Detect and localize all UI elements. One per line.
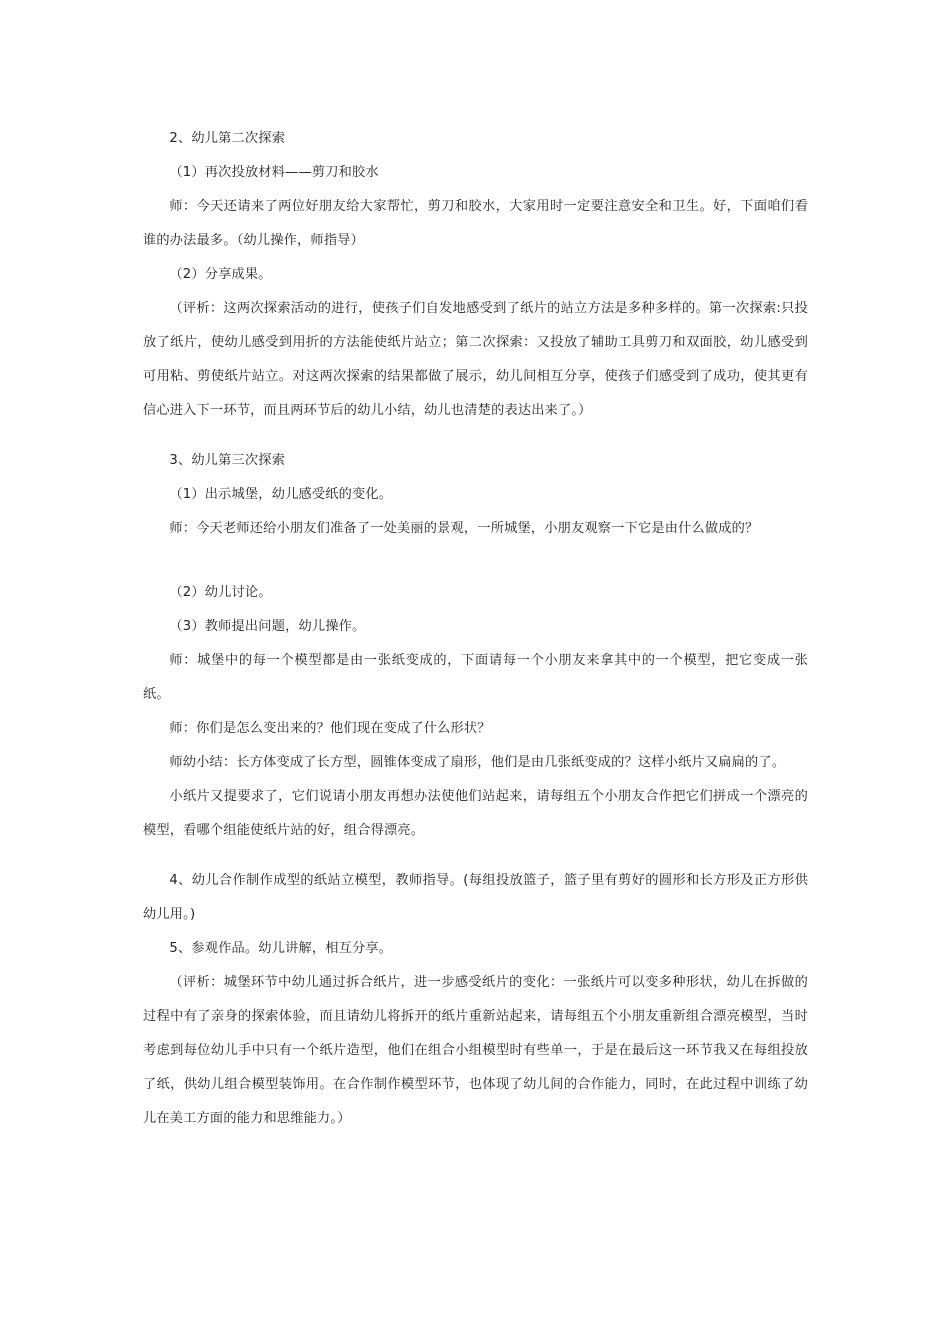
paragraph: 师幼小结：长方体变成了长方型，圆锥体变成了扇形，他们是由几张纸变成的？这样小纸片又扁扁的了。: [169, 755, 786, 770]
paragraph: （3）教师提出问题，幼儿操作。: [169, 619, 366, 634]
section-heading-4: 4、幼儿合作制作成型的纸站立模型，教师指导。(每组投放篮子，篮子里有剪好的圆形和长方形及正方形供幼儿用。): [143, 873, 808, 922]
paragraph: （2）分享成果。: [169, 267, 272, 282]
spacer: [143, 546, 808, 576]
section-heading-3: 3、幼儿第三次探索: [169, 453, 286, 468]
spacer: [143, 848, 808, 864]
paragraph: 小纸片又提要求了，它们说请小朋友再想办法使他们站起来，请每组五个小朋友合作把它们拼成一个漂亮的模型，看哪个组能使纸片站的好，组合得漂亮。: [143, 789, 808, 838]
paragraph: （1）再次投放材料——剪刀和胶水: [169, 165, 379, 180]
paragraph: 师：今天还请来了两位好朋友给大家帮忙，剪刀和胶水，大家用时一定要注意安全和卫生。好，下面咱们看谁的办法最多。（幼儿操作，师指导）: [143, 199, 808, 248]
section-heading-2: 2、幼儿第二次探索: [169, 131, 286, 146]
document-page: [143, 122, 808, 1136]
section-heading-5: 5、参观作品。幼儿讲解，相互分享。: [169, 941, 393, 956]
paragraph: 师：你们是怎么变出来的？他们现在变成了什么形状？: [169, 721, 491, 736]
paragraph: 师：城堡中的每一个模型都是由一张纸变成的，下面请每一个小朋友来拿其中的一个模型，把它变成一张纸。: [143, 653, 808, 702]
paragraph: 师：今天老师还给小朋友们准备了一处美丽的景观，一所城堡，小朋友观察一下它是由什么做成的？: [169, 521, 759, 536]
paragraph: （2）幼儿讨论。: [169, 585, 272, 600]
paragraph: （1）出示城堡，幼儿感受纸的变化。: [169, 487, 393, 502]
spacer: [143, 428, 808, 444]
commentary-paragraph: （评析：这两次探索活动的进行，使孩子们自发地感受到了纸片的站立方法是多种多样的。第一次探索:只投放了纸片，使幼儿感受到用折的方法能使纸片站立；第二次探索：又投放了辅助工具剪刀和双面胶，幼儿感受到可用粘、剪使纸片站立。对这两次探索的结果都做了展示，幼儿间相互分享，使孩子们感受到了成功，使其更有信心进入下一环节，而且两环节后的幼儿小结，幼儿也清楚的表达出来了。）: [143, 301, 808, 418]
commentary-paragraph: （评析：城堡环节中幼儿通过拆合纸片，进一步感受纸片的变化：一张纸片可以变多种形状，幼儿在拆做的过程中有了亲身的探索体验，而且请幼儿将拆开的纸片重新站起来，请每组五个小朋友重新组合漂亮模型，当时考虑到每位幼儿手中只有一个纸片造型，他们在组合小组模型时有些单一，于是在最后这一环节我又在每组投放了纸，供幼儿组合模型装饰用。在合作制作模型环节，也体现了幼儿间的合作能力，同时，在此过程中训练了幼儿在美工方面的能力和思维能力。）: [143, 975, 808, 1126]
